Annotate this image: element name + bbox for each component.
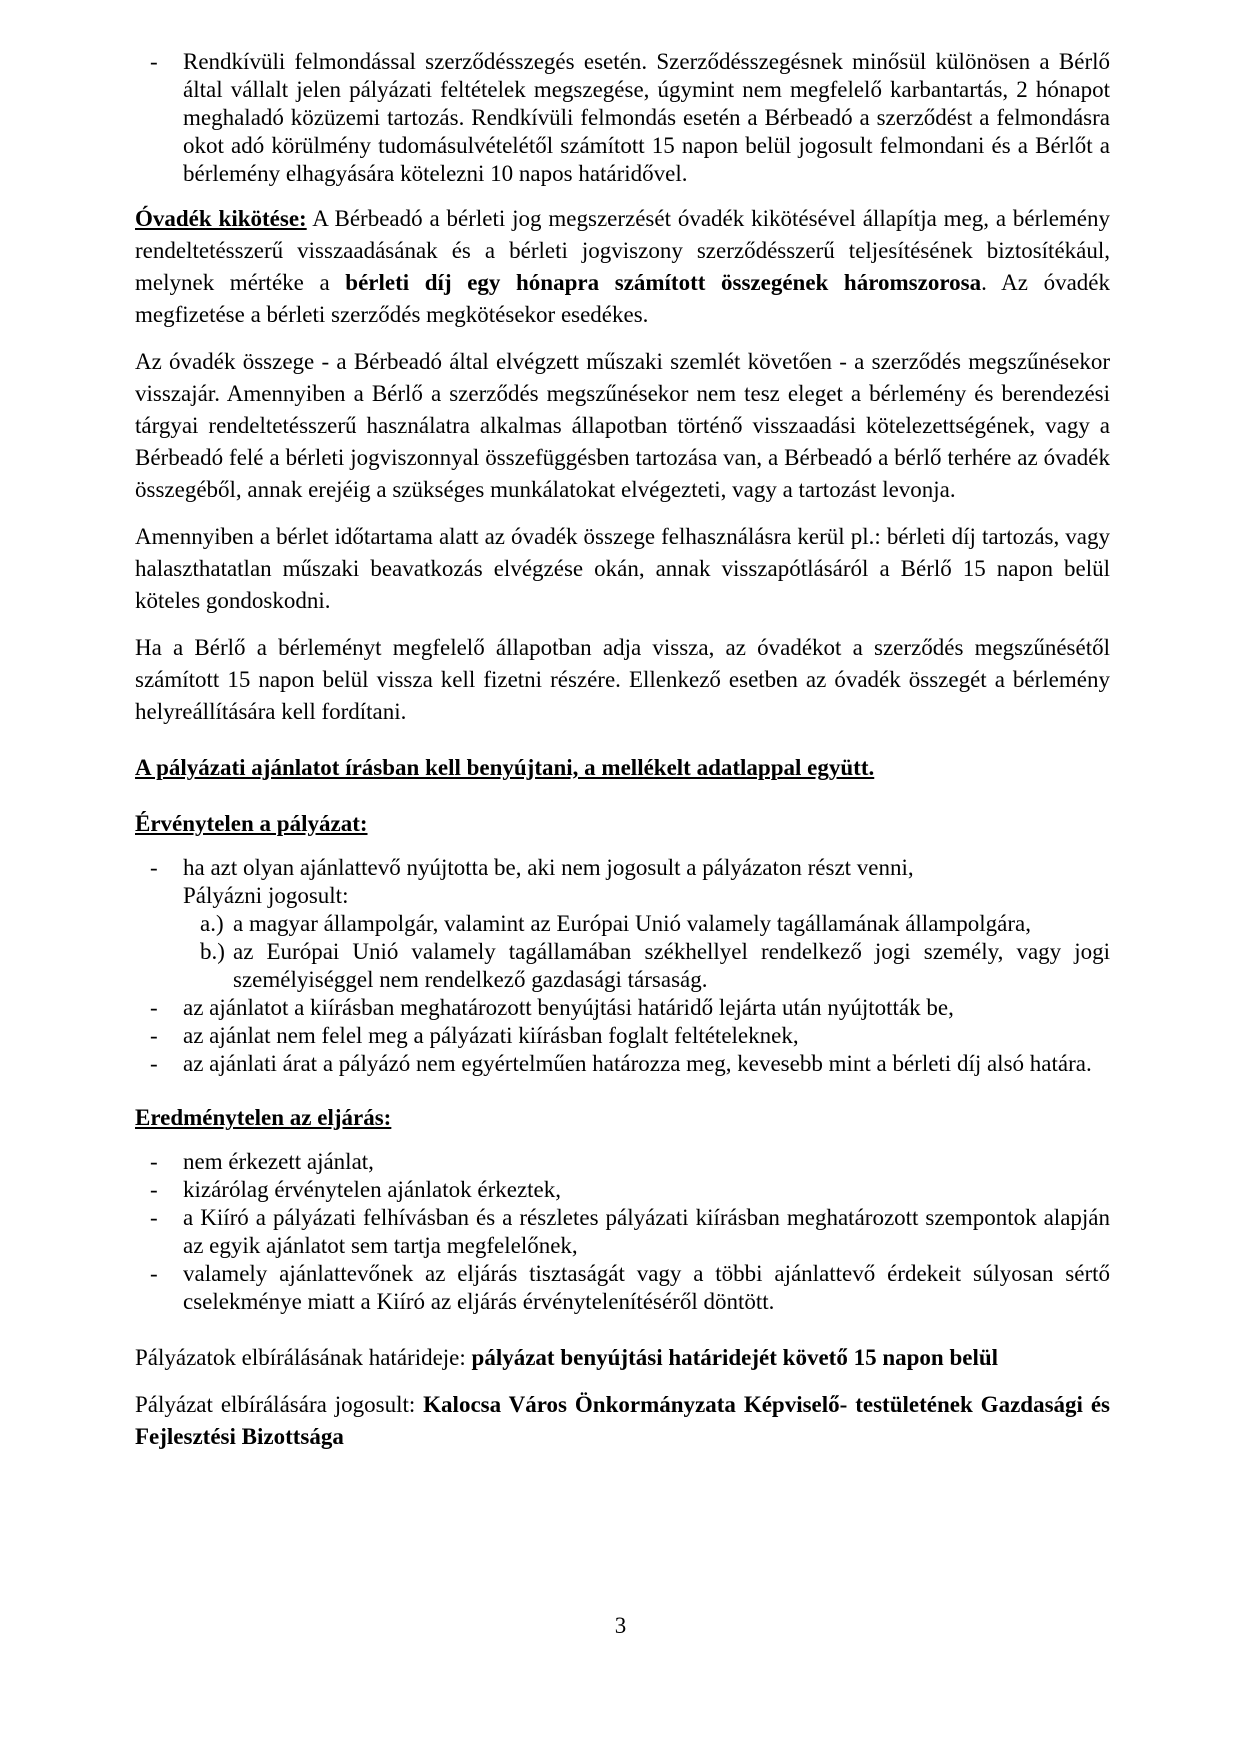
list-item-text: kizárólag érvénytelen ajánlatok érkeztek, [183, 1177, 562, 1202]
subitem-a-marker: a.) [200, 911, 224, 936]
heading-written-submission: A pályázati ajánlatot írásban kell benyújtani, a mellékelt adatlappal együtt. [135, 755, 875, 780]
list-item-no-suitable-offer [135, 1204, 1110, 1260]
bullet-marker: - [150, 1051, 158, 1076]
list-item-text: Rendkívüli felmondással szerződésszegés esetén. Szerződésszegésnek minősül különösen a Bérlő által vállalt jelen pályázati feltételek megszegése, úgymint nem megfelelő karbantartás, 2 hónapot meghaladó közüzemi tartozás. Rendkívüli felmondás esetén a Bérbeadó a szerződést a felmondásra okot adó körülmény tudomásulvételétől számított 15 napon belül jogosult felmondani és a Bérlőt a bérlemény elhagyására kötelezni 10 napos határidővel. [183, 49, 1110, 186]
bullet-marker: - [150, 995, 158, 1020]
bullet-marker: - [150, 1177, 158, 1202]
bullet-marker: - [150, 855, 158, 880]
list-item-text [183, 854, 1110, 910]
list-item-noncompliant-offer [135, 1022, 1110, 1050]
list-item-text: a magyar állampolgár, valamint az Európai Unió valamely tagállamának állampolgára, [233, 911, 1032, 936]
list-item-text: valamely ajánlattevőnek az eljárás tisztaságát vagy a többi ajánlattevő érdekeit súlyosan sértő cselekménye miatt a Kiíró az eljárás érvénytelenítéséről döntött. [183, 1261, 1110, 1314]
page-number: 3 [614, 1613, 627, 1638]
list-item-no-offer [135, 1148, 1110, 1176]
bullet-marker: - [150, 1205, 158, 1230]
paragraph-evaluation-deadline [135, 1342, 1110, 1374]
authority-value: Kalocsa Város Önkormányzata Képviselő- testületének Gazdasági és Fejlesztési Bizottsága [135, 1392, 1110, 1449]
not-eligible-line1: ha azt olyan ajánlattevő nyújtotta be, aki nem jogosult a pályázaton részt venni, [183, 855, 914, 880]
list-item-late-submission [135, 994, 1110, 1022]
paragraph-deposit-usage: Amennyiben a bérlet időtartama alatt az óvadék összege felhasználásra kerül pl.: bérleti díj tartozás, vagy halaszthatatlan műszaki beavatkozás elvégzése okán, annak visszapótlásáról a Bérlő 15 napon belül köteles gondoskodni. [135, 524, 1110, 613]
invalid-tender-list [135, 854, 1110, 1078]
bullet-marker: - [150, 1149, 158, 1174]
list-item-extraordinary-termination [135, 48, 1110, 188]
authority-label: Pályázat elbírálására jogosult: [135, 1392, 424, 1417]
heading-unsuccessful-procedure: Eredménytelen az eljárás: [135, 1105, 392, 1130]
list-item-text: az ajánlat nem felel meg a pályázati kiírásban foglalt feltételeknek, [183, 1023, 799, 1048]
bullet-marker: - [150, 1261, 158, 1286]
list-item-not-eligible [135, 854, 1110, 910]
list-item-unclear-price [135, 1050, 1110, 1078]
deposit-bold-amount: bérleti díj egy hónapra számított összegének háromszorosa [345, 270, 982, 295]
heading-invalid-tender: Érvénytelen a pályázat: [135, 811, 368, 836]
subitem-b-marker: b.) [200, 939, 225, 964]
list-item-text: az Európai Unió valamely tagállamában székhellyel rendelkező jogi személy, vagy jogi személyiséggel nem rendelkező gazdasági társaság. [233, 939, 1110, 992]
list-item-text: nem érkezett ajánlat, [183, 1149, 374, 1174]
bullet-marker: - [150, 1023, 158, 1048]
paragraph-deposit-repayment: Ha a Bérlő a bérleményt megfelelő állapotban adja vissza, az óvadékot a szerződés megszűnésétől számított 15 napon belül vissza kell fizetni részére. Ellenkező esetben az óvadék összegét a bérlemény helyreállítására kell fordítani. [135, 635, 1110, 724]
inline-heading-deposit: Óvadék kikötése: [135, 206, 307, 231]
list-subitem-a [135, 910, 1110, 938]
list-item-integrity-violation [135, 1260, 1110, 1316]
list-item-only-invalid-offers [135, 1176, 1110, 1204]
deadline-value: pályázat benyújtási határidejét követő 15 napon belül [471, 1345, 999, 1370]
paragraph-deposit-stipulation [135, 203, 1110, 331]
unsuccessful-procedure-list [135, 1148, 1110, 1316]
bullet-marker: - [150, 49, 158, 74]
list-item-text: az ajánlatot a kiírásban meghatározott benyújtási határidő lejárta után nyújtották be, [183, 995, 954, 1020]
deposit-text-1: A Bérbeadó a bérleti jog megszerzését óvadék kikötésével állapítja meg, a bérlemény rendeltetésszerű visszaadásának és a bérleti jogviszony szerződésszerű teljesítésének biztosítékául, melynek mértéke a [135, 206, 1110, 295]
not-eligible-line2: Pályázni jogosult: [183, 883, 349, 908]
list-subitem-b [135, 938, 1110, 994]
paragraph-evaluating-authority [135, 1389, 1110, 1453]
deposit-text-2: . Az óvadék megfizetése a bérleti szerződés megkötésekor esedékes. [135, 270, 1111, 327]
deadline-label: Pályázatok elbírálásának határideje: [135, 1345, 472, 1370]
list-item-text: a Kiíró a pályázati felhívásban és a részletes pályázati kiírásban meghatározott szempontok alapján az egyik ajánlatot sem tartja megfelelőnek, [183, 1205, 1110, 1258]
paragraph-deposit-refund: Az óvadék összege - a Bérbeadó által elvégzett műszaki szemlét követően - a szerződés megszűnésekor visszajár. Amennyiben a Bérlő a szerződés megszűnésekor nem tesz eleget a bérlemény és berendezési tárgyai rendeltetésszerű használatra alkalmas állapotban történő visszaadási kötelezettségének, vagy a Bérbeadó felé a bérleti jogviszonnyal összefüggésben tartozása van, a Bérbeadó a bérlő terhére az óvadék összegéből, annak erejéig a szükséges munkálatokat elvégezteti, vagy a tartozást levonja. [135, 349, 1110, 502]
list-item-text: az ajánlati árat a pályázó nem egyértelműen határozza meg, kevesebb mint a bérleti díj alsó határa. [183, 1051, 1092, 1076]
